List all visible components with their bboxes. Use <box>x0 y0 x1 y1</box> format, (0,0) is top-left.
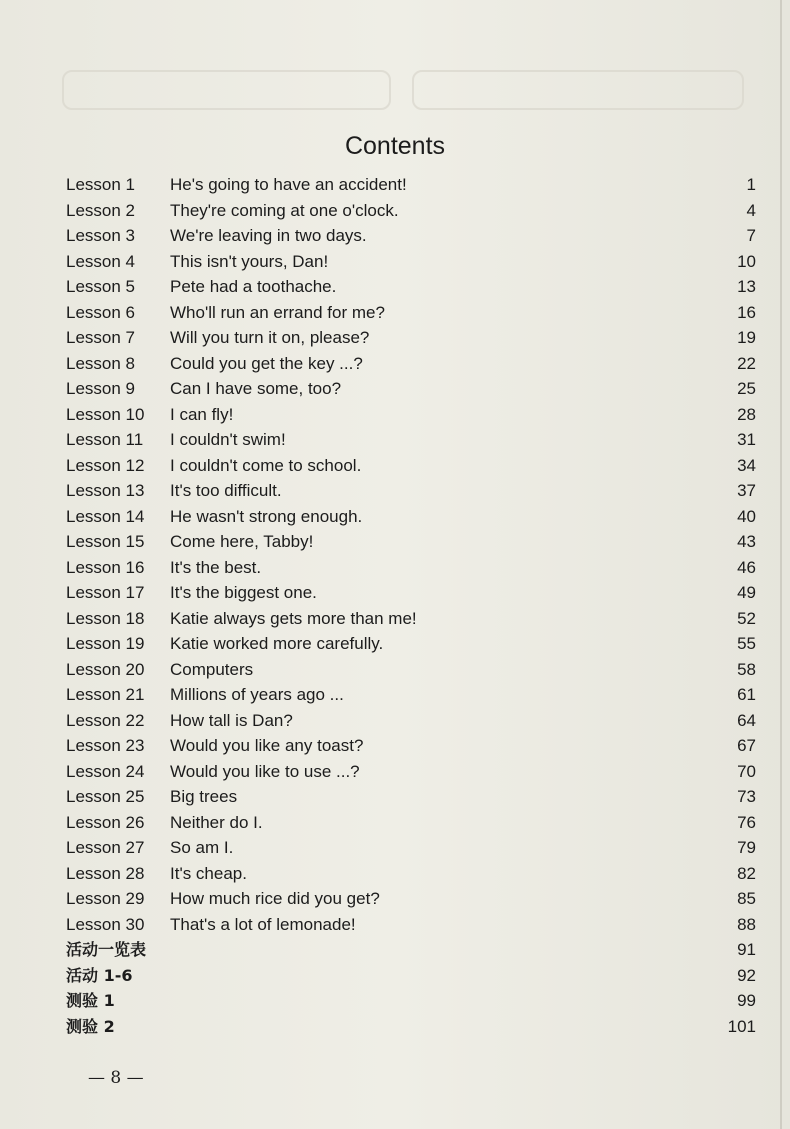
header-frame-left <box>62 70 391 110</box>
toc-lesson-number: Lesson 18 <box>66 608 145 628</box>
toc-lesson-number: Lesson 12 <box>66 455 145 475</box>
page-title: Contents <box>344 131 446 160</box>
toc-page-number: 52 <box>737 608 756 628</box>
toc-lesson-number: Lesson 13 <box>66 481 145 500</box>
toc-lesson-title: Katie worked more carefully. <box>170 634 384 653</box>
toc-lesson-number: Lesson 17 <box>66 583 145 602</box>
toc-page-number: 34 <box>737 455 756 475</box>
toc-page-number: 22 <box>737 353 756 373</box>
toc-entry[interactable] <box>66 1014 766 1040</box>
toc-lesson-title: It's cheap. <box>170 863 247 883</box>
toc-lesson-number: Lesson 30 <box>66 914 145 934</box>
toc-lesson-title: That's a lot of lemonade! <box>170 914 356 934</box>
toc-page-number: 31 <box>737 430 756 449</box>
toc-entry[interactable] <box>66 606 766 632</box>
toc-lesson-number: Lesson 3 <box>66 226 135 245</box>
toc-entry[interactable] <box>66 504 766 530</box>
toc-lesson-number: Lesson 5 <box>66 277 135 296</box>
toc-entry[interactable] <box>66 325 766 351</box>
toc-entry[interactable] <box>66 988 766 1014</box>
toc-page-number: 79 <box>737 838 756 857</box>
toc-lesson-number: 测验 1 <box>66 991 115 1010</box>
toc-entry[interactable] <box>66 810 766 836</box>
toc-page-number: 40 <box>737 506 756 526</box>
toc-entry[interactable] <box>66 223 766 249</box>
toc-lesson-title: Katie always gets more than me! <box>170 608 417 628</box>
toc-page-number: 55 <box>737 634 756 653</box>
toc-page-number: 49 <box>737 583 756 602</box>
toc-entry[interactable] <box>66 963 766 989</box>
toc-lesson-number: Lesson 27 <box>66 838 145 857</box>
toc-lesson-number: Lesson 6 <box>66 302 135 322</box>
toc-lesson-number: Lesson 28 <box>66 863 145 883</box>
toc-entry[interactable] <box>66 478 766 504</box>
toc-lesson-number: 活动一览表 <box>66 940 147 959</box>
toc-entry[interactable] <box>66 402 766 428</box>
toc-lesson-title: This isn't yours, Dan! <box>170 251 329 271</box>
toc-lesson-title: It's too difficult. <box>170 481 282 500</box>
toc-page-number: 16 <box>737 302 756 322</box>
toc-page-number: 61 <box>737 685 756 704</box>
toc-lesson-title: It's the biggest one. <box>170 583 317 602</box>
toc-lesson-number: Lesson 29 <box>66 889 145 908</box>
toc-lesson-title: He wasn't strong enough. <box>170 506 363 526</box>
toc-entry[interactable] <box>66 937 766 963</box>
toc-lesson-number: 测验 2 <box>66 1016 115 1036</box>
toc-lesson-number: Lesson 9 <box>66 379 135 398</box>
toc-lesson-title: He's going to have an accident! <box>170 175 407 194</box>
toc-entry[interactable] <box>66 886 766 912</box>
toc-entry[interactable] <box>66 733 766 759</box>
toc-lesson-title: Will you turn it on, please? <box>170 328 370 347</box>
toc-lesson-number: 活动 1-6 <box>66 965 133 985</box>
toc-page-number: 76 <box>737 812 756 832</box>
toc-lesson-title: Would you like to use ...? <box>170 761 360 781</box>
toc-lesson-title: Who'll run an errand for me? <box>170 302 385 322</box>
toc-entry[interactable] <box>66 682 766 708</box>
toc-page-number: 82 <box>737 863 756 883</box>
toc-page-number: 13 <box>737 277 756 296</box>
toc-entry[interactable] <box>66 300 766 326</box>
toc-lesson-number: Lesson 2 <box>66 200 135 220</box>
toc-lesson-title: I couldn't come to school. <box>170 455 362 475</box>
toc-page-number: 43 <box>737 532 756 551</box>
toc-lesson-number: Lesson 4 <box>66 251 135 271</box>
page-spine <box>780 0 782 1129</box>
toc-page-number: 64 <box>737 710 756 730</box>
toc-lesson-title: Big trees <box>170 787 238 806</box>
toc-lesson-number: Lesson 7 <box>66 328 135 347</box>
toc-lesson-number: Lesson 14 <box>66 506 145 526</box>
toc-entry[interactable] <box>66 427 766 453</box>
toc-entry[interactable] <box>66 274 766 300</box>
toc-entry[interactable] <box>66 631 766 657</box>
toc-lesson-number: Lesson 10 <box>66 404 145 424</box>
toc-lesson-title: Neither do I. <box>170 812 263 832</box>
toc-entry[interactable] <box>66 580 766 606</box>
toc-page-number: 7 <box>746 226 756 245</box>
toc-page-number: 1 <box>746 175 756 194</box>
toc-page-number: 4 <box>746 200 756 220</box>
toc-page-number: 70 <box>737 761 756 781</box>
toc-page-number: 58 <box>737 659 756 679</box>
page-footer: — 8 — <box>88 1068 144 1088</box>
toc-lesson-number: Lesson 19 <box>66 634 145 653</box>
toc-lesson-title: Pete had a toothache. <box>170 277 337 296</box>
toc-lesson-title: How much rice did you get? <box>170 889 380 908</box>
toc-lesson-title: I can fly! <box>170 404 234 424</box>
toc-page-number: 46 <box>737 557 756 577</box>
toc-entry[interactable] <box>66 453 766 479</box>
toc-entry[interactable] <box>66 555 766 581</box>
toc-page-number: 101 <box>727 1016 756 1036</box>
toc-lesson-number: Lesson 11 <box>66 430 144 449</box>
toc-lesson-number: Lesson 16 <box>66 557 145 577</box>
toc-entry[interactable] <box>66 351 766 377</box>
toc-lesson-title: Millions of years ago ... <box>170 685 344 704</box>
toc-entry[interactable] <box>66 529 766 555</box>
toc-page-number: 73 <box>737 787 756 806</box>
toc-page-number: 92 <box>737 965 756 985</box>
toc-lesson-title: They're coming at one o'clock. <box>170 200 399 220</box>
toc-entry[interactable] <box>66 657 766 683</box>
table-of-contents <box>66 172 766 1039</box>
toc-lesson-number: Lesson 8 <box>66 353 135 373</box>
toc-lesson-number: Lesson 22 <box>66 710 145 730</box>
toc-page-number: 88 <box>737 914 756 934</box>
toc-lesson-number: Lesson 25 <box>66 787 145 806</box>
toc-entry[interactable] <box>66 861 766 887</box>
toc-page-number: 37 <box>737 481 756 500</box>
toc-lesson-title: How tall is Dan? <box>170 710 293 730</box>
toc-entry[interactable] <box>66 708 766 734</box>
toc-page-number: 91 <box>737 940 756 959</box>
toc-entry[interactable] <box>66 912 766 938</box>
toc-lesson-number: Lesson 1 <box>66 175 135 194</box>
toc-page-number: 28 <box>737 404 756 424</box>
toc-lesson-number: Lesson 23 <box>66 736 145 755</box>
toc-lesson-number: Lesson 24 <box>66 761 145 781</box>
toc-page-number: 67 <box>737 736 756 755</box>
toc-entry[interactable] <box>66 835 766 861</box>
toc-page-number: 19 <box>737 328 756 347</box>
header-frame-right <box>412 70 744 110</box>
toc-lesson-number: Lesson 26 <box>66 812 145 832</box>
toc-lesson-title: Would you like any toast? <box>170 736 364 755</box>
toc-page-number: 99 <box>737 991 756 1010</box>
toc-lesson-title: Could you get the key ...? <box>170 353 363 373</box>
toc-lesson-number: Lesson 15 <box>66 532 145 551</box>
toc-entry[interactable] <box>66 759 766 785</box>
toc-lesson-title: Can I have some, too? <box>170 379 342 398</box>
toc-lesson-title: Computers <box>170 659 254 679</box>
toc-lesson-title: Come here, Tabby! <box>170 532 314 551</box>
toc-entry[interactable] <box>66 198 766 224</box>
toc-lesson-number: Lesson 21 <box>66 685 145 704</box>
toc-entry[interactable] <box>66 784 766 810</box>
toc-entry[interactable] <box>66 376 766 402</box>
toc-page-number: 10 <box>737 251 756 271</box>
toc-lesson-title: I couldn't swim! <box>170 430 286 449</box>
toc-lesson-title: We're leaving in two days. <box>170 226 367 245</box>
toc-lesson-title: So am I. <box>170 838 234 857</box>
toc-entry[interactable] <box>66 172 766 198</box>
toc-entry[interactable] <box>66 249 766 275</box>
toc-page-number: 25 <box>737 379 756 398</box>
toc-lesson-title: It's the best. <box>170 557 262 577</box>
toc-lesson-number: Lesson 20 <box>66 659 145 679</box>
toc-page-number: 85 <box>737 889 756 908</box>
